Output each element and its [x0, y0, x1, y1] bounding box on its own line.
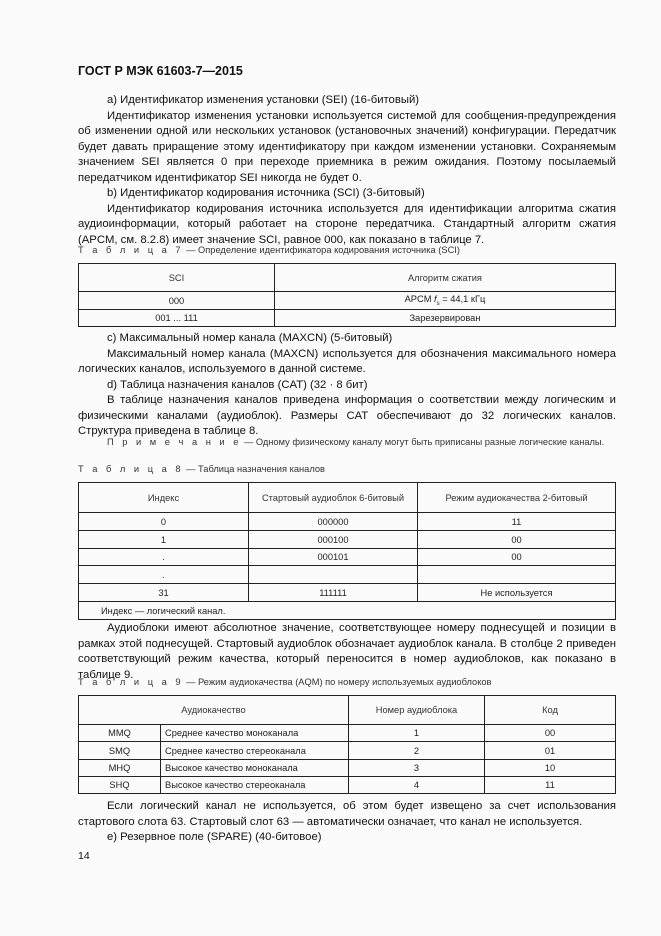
section-d-title: d) Таблица назначения каналов (CAT) (32 · 8 бит): [107, 378, 368, 391]
note: [78, 437, 616, 447]
table-cell: 4: [349, 777, 485, 794]
table-cell: SMQ: [79, 742, 161, 760]
table7: [78, 263, 616, 327]
section-d-text: В таблице назначения каналов приведена информация о соответствии между логическим и физическими каналами (аудиоблок). Размеры CAT обеспечивают до 32 логических каналов. Структура приведена в таблице 8.: [78, 394, 616, 437]
table-cell: 1: [79, 531, 249, 549]
note-text: — Одному физическому каналу могут быть приписаны разные логические каналы.: [241, 437, 605, 447]
table-cell: Среднее качество моноканала: [161, 725, 349, 742]
table8-caption: [78, 464, 616, 474]
table-cell: APCM $f_s = 44,1$ кГц: [274, 292, 615, 310]
table-cell: 00: [418, 531, 616, 549]
table-cell: 1: [349, 725, 485, 742]
table8: [78, 482, 616, 620]
table-cell: 01: [485, 742, 616, 760]
table-header: Индекс: [79, 483, 249, 513]
section-e-title: e) Резервное поле (SPARE) (40-битовое): [107, 831, 322, 843]
para-audio-block: [78, 621, 616, 683]
section-a-text: Идентификатор изменения установки используется системой для сообщения-предупреждения об изменении одной или нескольких установок (установочных значений) конфигурации. Передатчик будет давать приращение этому идентификатору при каждом изменении установки. Сохраняемым значением SEI является 0 при переходе приемника в режим ожидания. Поэтому посылаемый передатчиком идентификатор SEI никогда не будет 0.: [78, 109, 616, 184]
table-label: Т а б л и ц а 8: [78, 464, 184, 474]
table-row: [79, 584, 616, 602]
table-row: [79, 777, 616, 794]
table-cell: [418, 566, 616, 584]
table-cell: [249, 566, 418, 584]
table-row: [79, 566, 616, 584]
section-c-text: Максимальный номер канала (MAXCN) используется для обозначения максимального номера логических каналов, используемого в данной системе.: [78, 347, 616, 375]
table-cell: 00: [485, 725, 616, 742]
table-cell: Высокое качество стереоканала: [161, 777, 349, 794]
table-title: — Определение идентификатора кодирования источника (SCI): [183, 245, 460, 255]
table-cell: Не используется: [418, 584, 616, 602]
table-header: Аудиокачество: [79, 696, 349, 725]
table-header: Режим аудиокачества 2-битовый: [418, 483, 616, 513]
table-footnote: Индекс — логический канал.: [79, 602, 616, 620]
table-cell: MHQ: [79, 760, 161, 777]
note-label: П р и м е ч а н и е: [107, 437, 242, 447]
table-cell: 001 ... 111: [79, 310, 275, 327]
table-cell: 11: [418, 513, 616, 531]
para-unused-channel: [78, 799, 616, 846]
table-row: [79, 310, 616, 327]
table-cell: .: [79, 549, 249, 566]
table-header: Номер аудиоблока: [349, 696, 485, 725]
table7-caption: [78, 245, 616, 255]
table-header: Код: [485, 696, 616, 725]
section-b-text: Идентификатор кодирования источника используется для идентификации алгоритма сжатия аудиоинформации, который работает на стороне передатчика. Стандартный алгоритм сжатия (APCM, см. 8.2.8) имеет значение SCI, равное 000, как показано в таблице 7.: [78, 202, 616, 246]
page-number: 14: [78, 850, 90, 862]
table-cell: SHQ: [79, 777, 161, 794]
table-cell: 000100: [249, 531, 418, 549]
table-title: — Таблица назначения каналов: [183, 464, 325, 474]
paragraph: Если логический канал не используется, об этом будет извещено за счет использования стартового слота 63. Стартовый слот 63 — автоматически означает, что канал не используется.: [78, 800, 616, 828]
table-cell: 111111: [249, 584, 418, 602]
table-cell: 000000: [249, 513, 418, 531]
table-cell: 3: [349, 760, 485, 777]
paragraph: Аудиоблоки имеют абсолютное значение, соответствующее номеру поднесущей и позиции в рамках этой поднесущей. Стартовый аудиоблок обозначает аудиоблок канала. В столбце 2 приведен соответствующий режим качества, который переносится в номер аудиоблоков, как показано в таблице 9.: [78, 622, 616, 681]
section-c-title: c) Максимальный номер канала (MAXCN) (5-битовый): [107, 332, 393, 344]
table-row: [79, 513, 616, 531]
table-cell: .: [79, 566, 249, 584]
table-cell: Среднее качество стереоканала: [161, 742, 349, 760]
section-b-title: b) Идентификатор кодирования источника (SCI) (3-битовый): [107, 187, 425, 199]
document-header: ГОСТ Р МЭК 61603-7—2015: [78, 64, 243, 78]
table-header: SCI: [79, 264, 275, 292]
table-header: Стартовый аудиоблок 6-битовый: [249, 483, 418, 513]
table-title: — Режим аудиокачества (AQM) по номеру используемых аудиоблоков: [183, 677, 492, 687]
table-row: [79, 531, 616, 549]
table-cell: 10: [485, 760, 616, 777]
table-cell: 0: [79, 513, 249, 531]
table-row: [79, 742, 616, 760]
table9-caption: [78, 677, 616, 687]
table9: [78, 695, 616, 794]
section-a-b: [78, 93, 616, 248]
table-cell: 11: [485, 777, 616, 794]
table-row: [79, 760, 616, 777]
table-cell: 2: [349, 742, 485, 760]
table-cell: Зарезервирован: [274, 310, 615, 327]
section-c-d: [78, 331, 616, 440]
table-cell: 000: [79, 292, 275, 310]
table-label: Т а б л и ц а 9: [78, 677, 184, 687]
table-label: Т а б л и ц а 7: [78, 245, 184, 255]
table-cell: 00: [418, 549, 616, 566]
table-cell: Высокое качество моноканала: [161, 760, 349, 777]
table-row: [79, 292, 616, 310]
table-cell: MMQ: [79, 725, 161, 742]
table-cell: 31: [79, 584, 249, 602]
table-header: Алгоритм сжатия: [274, 264, 615, 292]
section-a-title: a) Идентификатор изменения установки (SEI) (16-битовый): [107, 94, 420, 106]
table-row: [79, 549, 616, 566]
table-row: [79, 725, 616, 742]
table-cell: 000101: [249, 549, 418, 566]
